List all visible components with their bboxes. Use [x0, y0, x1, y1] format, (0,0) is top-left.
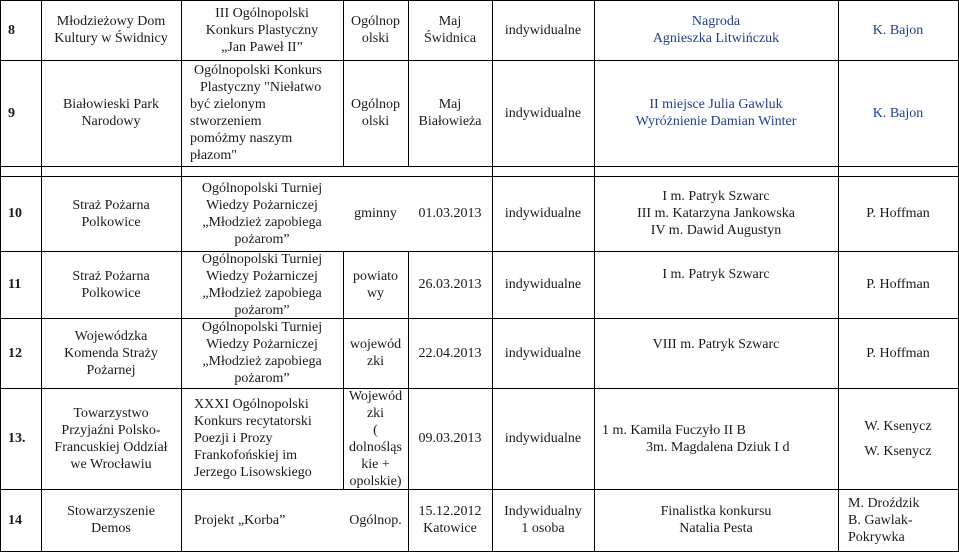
result-cell: I m. Patryk Szwarc III m. Katarzyna Jankowska IV m. Dawid Augustyn [637, 189, 795, 238]
organizer-cell: Wojewódzka Komenda Straży Pożarnej [64, 328, 158, 378]
contest-cell: Ogólnopolski Turniej Wiedzy Pożarniczej „Młodzież zapobiega pożarom” [201, 180, 323, 247]
level-cell: wojewód zki [349, 337, 402, 369]
date-place-cell: 01.03.2013 [418, 206, 482, 221]
type-cell: indywidualne [504, 105, 582, 121]
organizer-cell: Towarzystwo Przyjaźni Polsko- Francuskiej Oddział we Wrocławiu [54, 405, 168, 472]
teacher-cell: P. Hoffman [866, 277, 930, 292]
organizer-cell: Stowarzyszenie Demos [67, 504, 155, 536]
row-divider [0, 166, 959, 167]
date-place-cell: Maj Białowieża [418, 97, 482, 129]
type-cell: Indywidualny 1 osoba [504, 504, 582, 536]
type-cell: indywidualne [504, 22, 582, 38]
teacher-cell: W. Ksenycz W. Ksenycz [864, 418, 932, 459]
contest-cell: Ogólnopolski Turniej Wiedzy Pożarniczej „Młodzież zapobiega pożarom” [201, 251, 323, 318]
level-cell: Ogólnop olski [351, 14, 400, 46]
type-cell: indywidualne [504, 277, 582, 292]
date-place-cell: Maj Świdnica [423, 14, 477, 46]
result-cell: I m. Patryk Szwarc [662, 266, 770, 282]
level-cell: Ogólnop olski [351, 97, 400, 129]
type-cell: indywidualne [504, 431, 582, 446]
row-number: 12 [8, 345, 22, 361]
teacher-cell: P. Hoffman [866, 345, 930, 361]
level-cell: Ogólnop. [349, 512, 402, 528]
date-place-cell: 26.03.2013 [418, 277, 482, 292]
result-cell: Finalistka konkursu Natalia Pesta [660, 504, 772, 536]
result-cell: VIII m. Patryk Szwarc [652, 336, 780, 352]
teacher-cell: M. Droździk B. Gawlak- Pokrywka [848, 495, 920, 545]
date-place-cell: 15.12.2012 Katowice [418, 504, 482, 536]
organizer-cell: Młodzieżowy Dom Kultury w Świdnicy [54, 14, 168, 46]
row-number: 9 [8, 105, 15, 121]
level-cell: gminny [354, 206, 397, 221]
organizer-cell: Straż Pożarna Polkowice [72, 268, 150, 301]
teacher-cell: K. Bajon [872, 22, 924, 38]
type-cell: indywidualne [504, 345, 582, 361]
row-number: 11 [8, 277, 22, 292]
contest-cell: III Ogólnopolski Konkurs Plastyczny „Jan Paweł II” [205, 5, 319, 55]
date-place-cell: 22.04.2013 [418, 345, 482, 361]
contest-cell: XXXI Ogólnopolski Konkurs recytatorski Poezji i Prozy Frankofońskiej im Jerzego Lisowskiego [194, 397, 312, 480]
organizer-cell: Białowieski Park Narodowy [62, 97, 160, 129]
type-cell: indywidualne [504, 206, 582, 221]
contest-cell: Ogólnopolski Konkurs Plastyczny "Niełatwo być zielonym stworzeniem pomóżmy naszym płazom" [190, 63, 322, 163]
contest-cell: Ogólnopolski Turniej Wiedzy Pożarniczej „Młodzież zapobiega pożarom” [201, 320, 323, 386]
result-cell: II miejsce Julia Gawluk Wyróżnienie Damian Winter [635, 97, 797, 129]
teacher-cell: P. Hoffman [866, 206, 930, 221]
level-cell: Wojewód zki ( dolnośląs kie + opolskie) [348, 388, 403, 489]
row-number: 14 [8, 512, 22, 528]
teacher-cell: K. Bajon [872, 105, 924, 121]
date-place-cell: 09.03.2013 [418, 431, 482, 446]
organizer-cell: Straż Pożarna Polkowice [72, 197, 150, 230]
result-cell: Nagroda Agnieszka Litwińczuk [652, 14, 780, 46]
row-number: 8 [8, 22, 15, 38]
level-cell: powiato wy [352, 268, 399, 301]
result-cell: 1 m. Kamila Fuczyło II B 3m. Magdalena Dziuk I d [602, 422, 790, 455]
row-number: 13. [8, 431, 26, 446]
row-number: 10 [8, 206, 22, 221]
contest-cell: Projekt „Korba” [194, 512, 286, 528]
